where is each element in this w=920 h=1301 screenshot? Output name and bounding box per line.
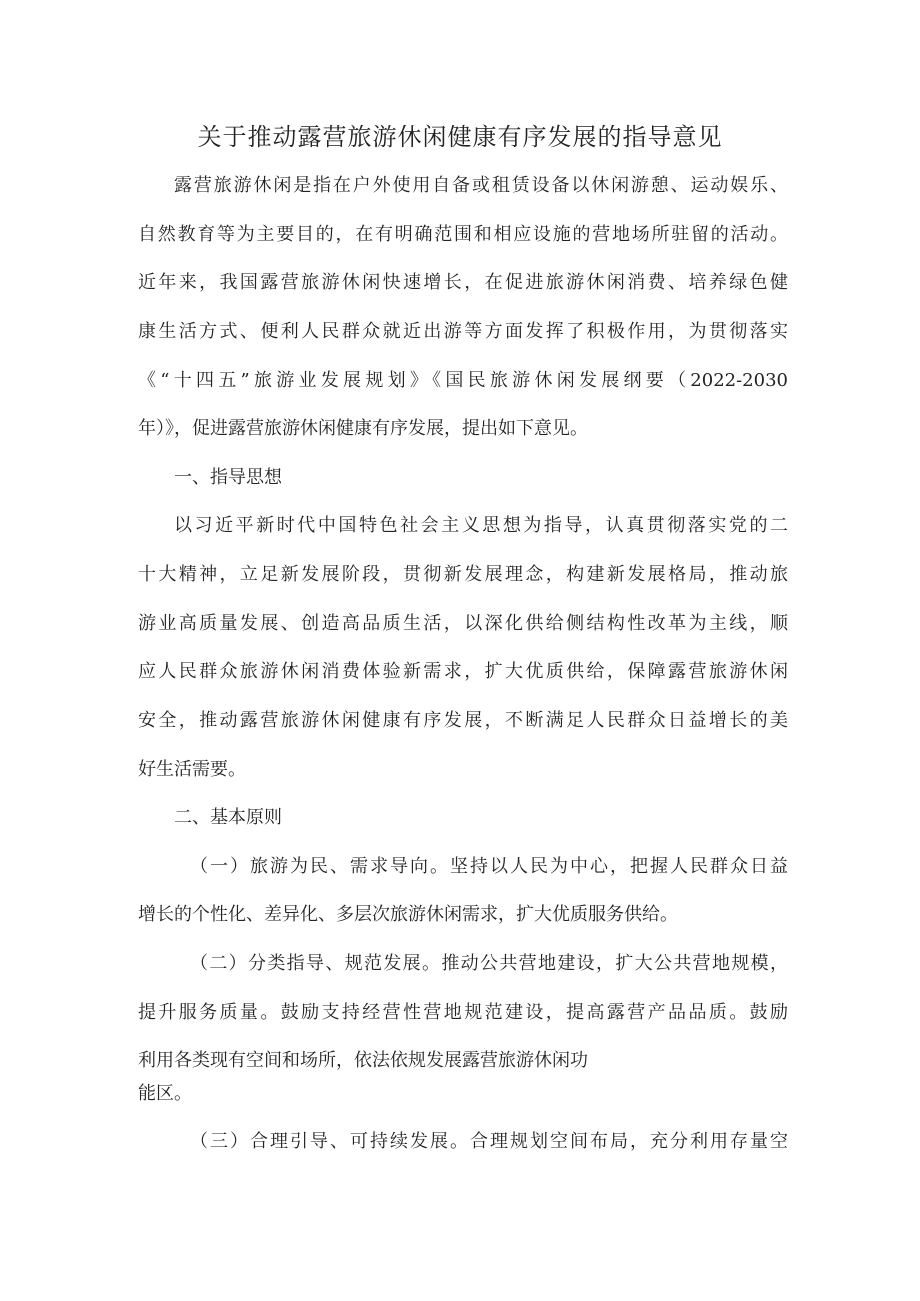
section-heading: 一、指导思想 (174, 467, 282, 488)
paragraph-line: 安全，推动露营旅游休闲健康有序发展，不断满足人民群众日益增长的美 (138, 710, 788, 731)
paragraph-line: 提升服务质量。鼓励支持经营性营地规范建设，提高露营产品品质。鼓励 (138, 1002, 788, 1023)
paragraph-line: 应人民群众旅游休闲消费体验新需求，扩大优质供给，保障露营旅游休闲 (138, 661, 788, 682)
paragraph-line: 好生活需要。 (138, 759, 246, 780)
paragraph-line: 露营旅游休闲是指在户外使用自备或租赁设备以休闲游憩、运动娱乐、 (174, 175, 788, 196)
section-heading: 二、基本原则 (174, 807, 282, 828)
document-title: 关于推动露营旅游休闲健康有序发展的指导意见 (197, 123, 723, 151)
paragraph-line: 康生活方式、便利人民群众就近出游等方面发挥了积极作用，为贯彻落实 (138, 321, 788, 342)
paragraph-line: 近年来，我国露营旅游休闲快速增长，在促进旅游休闲消费、培养绿色健 (138, 272, 788, 293)
paragraph-line: 能区。 (138, 1083, 192, 1104)
paragraph-line: （一）旅游为民、需求导向。坚持以人民为中心，把握人民群众日益 (190, 856, 788, 877)
paragraph-line: 《“十四五”旅游业发展规划》《国民旅游休闲发展纲要（2022-2030 (138, 370, 788, 391)
paragraph-line: 十大精神，立足新发展阶段，贯彻新发展理念，构建新发展格局，推动旅 (138, 564, 788, 585)
paragraph-line: 自然教育等为主要目的，在有明确范围和相应设施的营地场所驻留的活动。 (138, 224, 788, 245)
paragraph-line: 利用各类现有空间和场所，依法依规发展露营旅游休闲功 (138, 1050, 588, 1071)
paragraph-line: （三）合理引导、可持续发展。合理规划空间布局，充分利用存量空 (190, 1131, 788, 1152)
paragraph-line: 增长的个性化、差异化、多层次旅游休闲需求，扩大优质服务供给。 (138, 904, 678, 925)
paragraph-line: 年）》，促进露营旅游休闲健康有序发展，提出如下意见。 (138, 418, 588, 439)
paragraph-line: 游业高质量发展、创造高品质生活，以深化供给侧结构性改革为主线，顺 (138, 613, 788, 634)
paragraph-line: 以习近平新时代中国特色社会主义思想为指导，认真贯彻落实党的二 (174, 515, 788, 536)
paragraph-line: （二）分类指导、规范发展。推动公共营地建设，扩大公共营地规模， (190, 953, 788, 974)
